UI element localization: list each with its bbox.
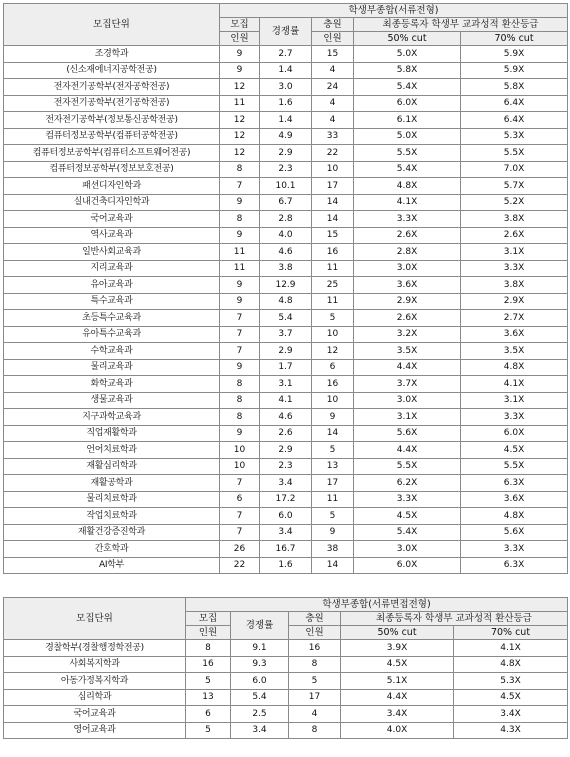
table-row — [4, 178, 568, 195]
additional-admit-cell: 8 — [289, 722, 341, 739]
extra-header-top: 충원 — [312, 18, 354, 32]
recruit-count-cell: 11 — [220, 244, 260, 261]
additional-admit-cell: 4 — [289, 706, 341, 723]
additional-admit-cell: 16 — [312, 244, 354, 261]
unit-cell: 사회복지학과 — [4, 656, 186, 673]
recruit-count-cell: 8 — [220, 376, 260, 393]
recruit-count-cell: 9 — [220, 293, 260, 310]
recruit-count-cell: 10 — [220, 442, 260, 459]
competition-ratio-cell: 17.2 — [260, 491, 312, 508]
cut70-cell: 2.6X — [461, 227, 568, 244]
competition-ratio-cell: 3.4 — [231, 722, 289, 739]
cut50-cell: 5.1X — [341, 673, 454, 690]
recruit-header-top: 모집 — [186, 612, 231, 626]
additional-admit-cell: 10 — [312, 392, 354, 409]
cut70-cell: 3.3X — [461, 260, 568, 277]
recruit-count-cell: 11 — [220, 260, 260, 277]
table-row — [4, 79, 568, 96]
additional-admit-cell: 4 — [312, 62, 354, 79]
competition-ratio-cell: 2.9 — [260, 442, 312, 459]
admission-table-interview-screening — [3, 597, 568, 739]
cut50-cell: 3.3X — [354, 211, 461, 228]
additional-admit-cell: 17 — [312, 178, 354, 195]
cut70-header: 70% cut — [461, 32, 568, 46]
cut50-header: 50% cut — [341, 626, 454, 640]
cut50-cell: 3.0X — [354, 260, 461, 277]
competition-ratio-cell: 1.6 — [260, 95, 312, 112]
cut70-cell: 5.3X — [454, 673, 568, 690]
additional-admit-cell: 5 — [312, 508, 354, 525]
competition-ratio-cell: 3.4 — [260, 524, 312, 541]
additional-admit-cell: 10 — [312, 161, 354, 178]
cut50-cell: 3.7X — [354, 376, 461, 393]
additional-admit-cell: 4 — [312, 112, 354, 129]
cut70-cell: 2.7X — [461, 310, 568, 327]
recruit-count-cell: 7 — [220, 524, 260, 541]
table-row — [4, 508, 568, 525]
cut70-cell: 6.3X — [461, 557, 568, 574]
table-row — [4, 689, 568, 706]
recruit-count-cell: 8 — [186, 640, 231, 657]
additional-admit-cell: 13 — [312, 458, 354, 475]
table-row — [4, 425, 568, 442]
cut50-cell: 3.6X — [354, 277, 461, 294]
unit-cell: 재활심리학과 — [4, 458, 220, 475]
additional-admit-cell: 14 — [312, 194, 354, 211]
cut50-cell: 5.0X — [354, 128, 461, 145]
unit-cell: (신소재에너지공학전공) — [4, 62, 220, 79]
unit-column-header: 모집단위 — [4, 598, 186, 640]
cut50-cell: 5.5X — [354, 458, 461, 475]
cut70-cell: 5.8X — [461, 79, 568, 96]
cut50-cell: 5.4X — [354, 161, 461, 178]
recruit-count-cell: 12 — [220, 112, 260, 129]
cut50-cell: 4.4X — [354, 359, 461, 376]
unit-cell: 일반사회교육과 — [4, 244, 220, 261]
additional-admit-cell: 15 — [312, 227, 354, 244]
unit-cell: 전자전기공학부(정보통신공학전공) — [4, 112, 220, 129]
unit-cell: 컴퓨터정보공학부(컴퓨터공학전공) — [4, 128, 220, 145]
recruit-count-cell: 7 — [220, 178, 260, 195]
unit-cell: 지구과학교육과 — [4, 409, 220, 426]
additional-admit-cell: 14 — [312, 557, 354, 574]
unit-cell: 패션디자인학과 — [4, 178, 220, 195]
competition-ratio-cell: 6.0 — [260, 508, 312, 525]
competition-ratio-cell: 16.7 — [260, 541, 312, 558]
additional-admit-cell: 5 — [312, 310, 354, 327]
cut50-header: 50% cut — [354, 32, 461, 46]
cut70-header: 70% cut — [454, 626, 568, 640]
cut50-cell: 5.8X — [354, 62, 461, 79]
unit-cell: 수학교육과 — [4, 343, 220, 360]
recruit-count-cell: 5 — [186, 673, 231, 690]
additional-admit-cell: 11 — [312, 260, 354, 277]
cut70-cell: 3.3X — [461, 409, 568, 426]
table-row — [4, 145, 568, 162]
extra-header-bottom: 인원 — [289, 626, 341, 640]
additional-admit-cell: 25 — [312, 277, 354, 294]
additional-admit-cell: 12 — [312, 343, 354, 360]
table-row — [4, 326, 568, 343]
recruit-count-cell: 8 — [220, 409, 260, 426]
recruit-count-cell: 9 — [220, 62, 260, 79]
cut50-cell: 3.1X — [354, 409, 461, 426]
table-row — [4, 722, 568, 739]
unit-cell: 특수교육과 — [4, 293, 220, 310]
grade-header: 최종등록자 학생부 교과성적 환산등급 — [354, 18, 568, 32]
unit-column-header: 모집단위 — [4, 4, 220, 46]
unit-cell: 국어교육과 — [4, 211, 220, 228]
cut70-cell: 5.9X — [461, 62, 568, 79]
table-row — [4, 541, 568, 558]
cut50-cell: 3.4X — [341, 706, 454, 723]
unit-cell: 유아특수교육과 — [4, 326, 220, 343]
competition-ratio-cell: 2.5 — [231, 706, 289, 723]
additional-admit-cell: 22 — [312, 145, 354, 162]
recruit-count-cell: 9 — [220, 277, 260, 294]
cut70-cell: 2.9X — [461, 293, 568, 310]
table-row — [4, 310, 568, 327]
additional-admit-cell: 9 — [312, 524, 354, 541]
table-row — [4, 458, 568, 475]
table-row — [4, 293, 568, 310]
competition-ratio-cell: 2.9 — [260, 145, 312, 162]
additional-admit-cell: 24 — [312, 79, 354, 96]
cut70-cell: 4.5X — [454, 689, 568, 706]
recruit-header-bottom: 인원 — [186, 626, 231, 640]
cut70-cell: 6.0X — [461, 425, 568, 442]
table-row — [4, 376, 568, 393]
table-row — [4, 524, 568, 541]
unit-cell: 조경학과 — [4, 46, 220, 63]
cut50-cell: 3.9X — [341, 640, 454, 657]
cut70-cell: 6.3X — [461, 475, 568, 492]
cut50-cell: 6.0X — [354, 557, 461, 574]
cut70-cell: 6.4X — [461, 95, 568, 112]
additional-admit-cell: 11 — [312, 293, 354, 310]
admission-table-document-screening — [3, 3, 568, 574]
competition-ratio-cell: 2.9 — [260, 343, 312, 360]
cut50-cell: 3.0X — [354, 392, 461, 409]
table-row — [4, 706, 568, 723]
cut50-cell: 4.5X — [354, 508, 461, 525]
additional-admit-cell: 5 — [289, 673, 341, 690]
competition-ratio-cell: 3.1 — [260, 376, 312, 393]
extra-header-top: 충원 — [289, 612, 341, 626]
table-row — [4, 442, 568, 459]
cut70-cell: 4.5X — [461, 442, 568, 459]
cut70-cell: 3.8X — [461, 277, 568, 294]
table-row — [4, 656, 568, 673]
table-row — [4, 128, 568, 145]
recruit-count-cell: 7 — [220, 343, 260, 360]
recruit-header-bottom: 인원 — [220, 32, 260, 46]
competition-ratio-cell: 3.7 — [260, 326, 312, 343]
cut50-cell: 2.6X — [354, 310, 461, 327]
cut50-cell: 6.2X — [354, 475, 461, 492]
cut70-cell: 7.0X — [461, 161, 568, 178]
cut70-cell: 5.2X — [461, 194, 568, 211]
cut70-cell: 3.4X — [454, 706, 568, 723]
table-row — [4, 161, 568, 178]
table-row — [4, 227, 568, 244]
competition-ratio-cell: 4.9 — [260, 128, 312, 145]
competition-ratio-cell: 4.0 — [260, 227, 312, 244]
cut70-cell: 5.5X — [461, 145, 568, 162]
unit-cell: 초등특수교육과 — [4, 310, 220, 327]
competition-ratio-cell: 4.6 — [260, 244, 312, 261]
cut50-cell: 5.6X — [354, 425, 461, 442]
table-row — [4, 244, 568, 261]
recruit-count-cell: 22 — [220, 557, 260, 574]
recruit-count-cell: 6 — [186, 706, 231, 723]
recruit-count-cell: 12 — [220, 145, 260, 162]
table-row — [4, 491, 568, 508]
recruit-count-cell: 8 — [220, 161, 260, 178]
additional-admit-cell: 14 — [312, 425, 354, 442]
recruit-count-cell: 8 — [220, 392, 260, 409]
table-row — [4, 194, 568, 211]
extra-header-bottom: 인원 — [312, 32, 354, 46]
competition-ratio-cell: 4.6 — [260, 409, 312, 426]
unit-cell: 언어치료학과 — [4, 442, 220, 459]
additional-admit-cell: 9 — [312, 409, 354, 426]
unit-cell: 재활건강증진학과 — [4, 524, 220, 541]
table-row — [4, 640, 568, 657]
unit-cell: 화학교육과 — [4, 376, 220, 393]
ratio-header: 경쟁률 — [260, 18, 312, 46]
table-row — [4, 211, 568, 228]
competition-ratio-cell: 10.1 — [260, 178, 312, 195]
recruit-count-cell: 7 — [220, 475, 260, 492]
table-row — [4, 475, 568, 492]
unit-cell: 국어교육과 — [4, 706, 186, 723]
unit-cell: 영어교육과 — [4, 722, 186, 739]
competition-ratio-cell: 1.4 — [260, 112, 312, 129]
unit-cell: 간호학과 — [4, 541, 220, 558]
unit-cell: 경찰학부(경찰행정학전공) — [4, 640, 186, 657]
cut70-cell: 4.8X — [461, 508, 568, 525]
recruit-count-cell: 9 — [220, 194, 260, 211]
unit-cell: 역사교육과 — [4, 227, 220, 244]
group-header: 학생부종합(서류면접전형) — [186, 598, 568, 612]
cut50-cell: 6.0X — [354, 95, 461, 112]
competition-ratio-cell: 6.0 — [231, 673, 289, 690]
cut50-cell: 3.2X — [354, 326, 461, 343]
cut70-cell: 3.3X — [461, 541, 568, 558]
cut50-cell: 5.4X — [354, 524, 461, 541]
competition-ratio-cell: 2.3 — [260, 161, 312, 178]
table-row — [4, 112, 568, 129]
table-row — [4, 359, 568, 376]
cut70-cell: 4.8X — [454, 656, 568, 673]
unit-cell: 직업재활학과 — [4, 425, 220, 442]
cut70-cell: 3.5X — [461, 343, 568, 360]
unit-cell: 유아교육과 — [4, 277, 220, 294]
table-row — [4, 392, 568, 409]
competition-ratio-cell: 5.4 — [260, 310, 312, 327]
unit-cell: 전자전기공학부(전기공학전공) — [4, 95, 220, 112]
cut50-cell: 2.6X — [354, 227, 461, 244]
cut70-cell: 3.8X — [461, 211, 568, 228]
cut70-cell: 4.8X — [461, 359, 568, 376]
unit-cell: 지리교육과 — [4, 260, 220, 277]
recruit-count-cell: 9 — [220, 359, 260, 376]
competition-ratio-cell: 3.8 — [260, 260, 312, 277]
cut70-cell: 3.6X — [461, 326, 568, 343]
additional-admit-cell: 38 — [312, 541, 354, 558]
cut70-cell: 4.1X — [461, 376, 568, 393]
competition-ratio-cell: 3.0 — [260, 79, 312, 96]
recruit-count-cell: 7 — [220, 508, 260, 525]
cut50-cell: 4.4X — [341, 689, 454, 706]
recruit-count-cell: 9 — [220, 227, 260, 244]
additional-admit-cell: 10 — [312, 326, 354, 343]
competition-ratio-cell: 6.7 — [260, 194, 312, 211]
cut50-cell: 2.8X — [354, 244, 461, 261]
additional-admit-cell: 8 — [289, 656, 341, 673]
table-row — [4, 673, 568, 690]
cut50-cell: 4.5X — [341, 656, 454, 673]
cut70-cell: 3.1X — [461, 392, 568, 409]
competition-ratio-cell: 2.7 — [260, 46, 312, 63]
recruit-count-cell: 10 — [220, 458, 260, 475]
unit-cell: 아동가정복지학과 — [4, 673, 186, 690]
cut50-cell: 6.1X — [354, 112, 461, 129]
competition-ratio-cell: 4.8 — [260, 293, 312, 310]
recruit-header-top: 모집 — [220, 18, 260, 32]
cut70-cell: 3.1X — [461, 244, 568, 261]
recruit-count-cell: 26 — [220, 541, 260, 558]
competition-ratio-cell: 2.3 — [260, 458, 312, 475]
recruit-count-cell: 13 — [186, 689, 231, 706]
table-row — [4, 95, 568, 112]
recruit-count-cell: 5 — [186, 722, 231, 739]
competition-ratio-cell: 1.7 — [260, 359, 312, 376]
unit-cell: 실내건축디자인학과 — [4, 194, 220, 211]
unit-cell: 컴퓨터정보공학부(컴퓨터소프트웨어전공) — [4, 145, 220, 162]
competition-ratio-cell: 9.3 — [231, 656, 289, 673]
competition-ratio-cell: 1.4 — [260, 62, 312, 79]
recruit-count-cell: 9 — [220, 46, 260, 63]
cut50-cell: 4.4X — [354, 442, 461, 459]
competition-ratio-cell: 2.6 — [260, 425, 312, 442]
cut70-cell: 5.3X — [461, 128, 568, 145]
cut70-cell: 4.1X — [454, 640, 568, 657]
cut70-cell: 3.6X — [461, 491, 568, 508]
table-row — [4, 62, 568, 79]
cut70-cell: 5.9X — [461, 46, 568, 63]
ratio-header: 경쟁률 — [231, 612, 289, 640]
additional-admit-cell: 15 — [312, 46, 354, 63]
recruit-count-cell: 7 — [220, 310, 260, 327]
cut70-cell: 5.7X — [461, 178, 568, 195]
competition-ratio-cell: 1.6 — [260, 557, 312, 574]
recruit-count-cell: 12 — [220, 79, 260, 96]
additional-admit-cell: 16 — [312, 376, 354, 393]
table-row — [4, 343, 568, 360]
table-row — [4, 557, 568, 574]
additional-admit-cell: 17 — [312, 475, 354, 492]
recruit-count-cell: 8 — [220, 211, 260, 228]
recruit-count-cell: 7 — [220, 326, 260, 343]
cut70-cell: 6.4X — [461, 112, 568, 129]
unit-cell: 생물교육과 — [4, 392, 220, 409]
unit-cell: 물리교육과 — [4, 359, 220, 376]
recruit-count-cell: 12 — [220, 128, 260, 145]
cut50-cell: 4.0X — [341, 722, 454, 739]
cut70-cell: 5.6X — [461, 524, 568, 541]
unit-cell: 재활공학과 — [4, 475, 220, 492]
table-row — [4, 46, 568, 63]
cut50-cell: 2.9X — [354, 293, 461, 310]
table-row — [4, 409, 568, 426]
unit-cell: 물리치료학과 — [4, 491, 220, 508]
competition-ratio-cell: 4.1 — [260, 392, 312, 409]
recruit-count-cell: 11 — [220, 95, 260, 112]
cut50-cell: 5.5X — [354, 145, 461, 162]
table-body — [4, 640, 568, 739]
table-row — [4, 260, 568, 277]
additional-admit-cell: 5 — [312, 442, 354, 459]
unit-cell: 전자전기공학부(전자공학전공) — [4, 79, 220, 96]
grade-header: 최종등록자 학생부 교과성적 환산등급 — [341, 612, 568, 626]
competition-ratio-cell: 5.4 — [231, 689, 289, 706]
cut50-cell: 3.3X — [354, 491, 461, 508]
recruit-count-cell: 6 — [220, 491, 260, 508]
competition-ratio-cell: 9.1 — [231, 640, 289, 657]
additional-admit-cell: 16 — [289, 640, 341, 657]
table-body — [4, 46, 568, 574]
additional-admit-cell: 14 — [312, 211, 354, 228]
additional-admit-cell: 11 — [312, 491, 354, 508]
cut70-cell: 4.3X — [454, 722, 568, 739]
unit-cell: AI학부 — [4, 557, 220, 574]
recruit-count-cell: 16 — [186, 656, 231, 673]
cut70-cell: 5.5X — [461, 458, 568, 475]
cut50-cell: 5.4X — [354, 79, 461, 96]
competition-ratio-cell: 2.8 — [260, 211, 312, 228]
unit-cell: 심리학과 — [4, 689, 186, 706]
group-header: 학생부종합(서류전형) — [220, 4, 568, 18]
cut50-cell: 5.0X — [354, 46, 461, 63]
additional-admit-cell: 6 — [312, 359, 354, 376]
cut50-cell: 3.5X — [354, 343, 461, 360]
unit-cell: 작업치료학과 — [4, 508, 220, 525]
table-row — [4, 277, 568, 294]
cut50-cell: 3.0X — [354, 541, 461, 558]
additional-admit-cell: 17 — [289, 689, 341, 706]
cut50-cell: 4.1X — [354, 194, 461, 211]
recruit-count-cell: 9 — [220, 425, 260, 442]
competition-ratio-cell: 12.9 — [260, 277, 312, 294]
cut50-cell: 4.8X — [354, 178, 461, 195]
additional-admit-cell: 33 — [312, 128, 354, 145]
additional-admit-cell: 4 — [312, 95, 354, 112]
competition-ratio-cell: 3.4 — [260, 475, 312, 492]
unit-cell: 컴퓨터정보공학부(정보보호전공) — [4, 161, 220, 178]
